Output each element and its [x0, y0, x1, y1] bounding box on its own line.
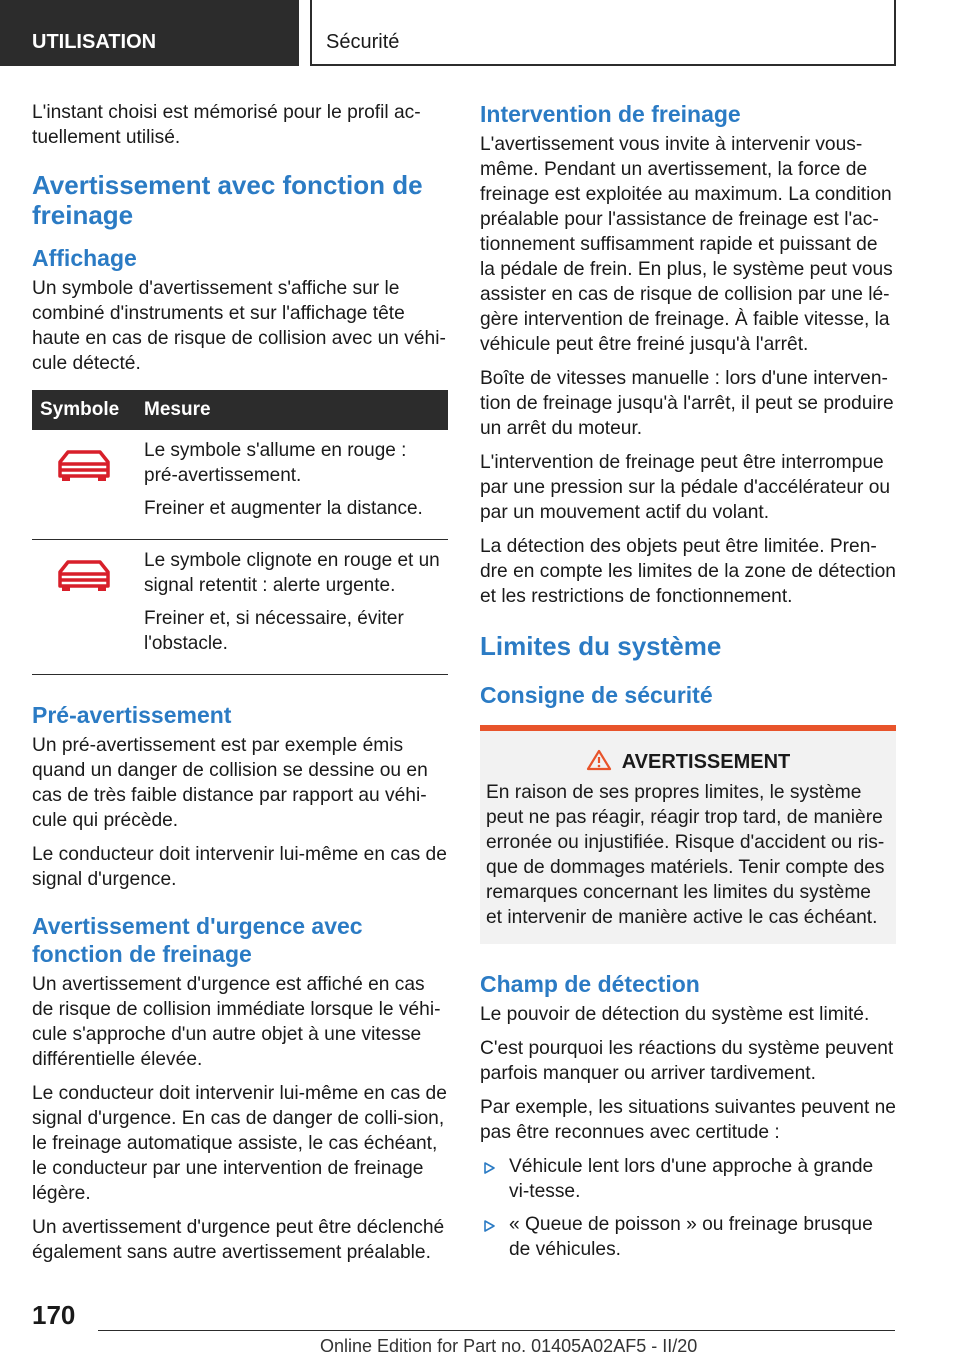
chapter-tab: [310, 0, 896, 66]
chapter-title: Sécurité: [326, 31, 400, 53]
heading-safety: Consigne de sécurité: [480, 682, 713, 708]
measure-line1: Le symbole clignote en rouge et un signal retentit : alerte urgente.: [144, 550, 440, 596]
heading-intervention: Intervention de freinage: [480, 101, 741, 127]
right-column: [480, 100, 896, 1270]
table-row: [32, 540, 448, 675]
prewarning-text-2: Le conducteur doit intervenir lui-même en cas de signal d'urgence.: [32, 844, 447, 890]
measure-line1: Le symbole s'allume en rouge : pré-avertissement.: [144, 440, 407, 486]
col-measure: Mesure: [136, 390, 448, 430]
heading-warning-brake: Avertissement avec fonction de freinage: [32, 170, 423, 230]
warning-triangle-icon: [586, 749, 612, 771]
warning-title: [486, 749, 890, 774]
heading-display: Affichage: [32, 245, 137, 271]
col-symbol: Symbole: [32, 390, 136, 430]
intro-text: L'instant choisi est mémorisé pour le profil ac-tuellement utilisé.: [32, 102, 421, 148]
car-warning-icon: [56, 448, 112, 482]
situations-list: [480, 1154, 896, 1262]
section-title: UTILISATION: [32, 31, 157, 53]
display-text: Un symbole d'avertissement s'affiche sur le combiné d'instruments et sur l'affichage tête haute en cas de risque de collision avec un véhi-cule détecté.: [32, 278, 446, 374]
intervention-text-1: L'avertissement vous invite à intervenir vous-même. Pendant un avertissement, la force de freinage est exploitée au maximum. La condition préalable pour l'assistance de freinage est l'ac-tionnement suffisamment rapide et puissant de la pédale de frein. En plus, le système peut vous assister en cas de risque de collision par une lé-gère intervention de freinage. À faible vitesse, la véhicule peut être freiné jusqu'à l'arrêt.: [480, 134, 893, 355]
heading-limits: Limites du système: [480, 631, 722, 661]
table-header: [32, 390, 448, 430]
symbol-cell: [32, 540, 136, 675]
bullet-triangle-icon: [483, 1220, 495, 1232]
intervention-text-2: Boîte de vitesses manuelle : lors d'une interven-tion de freinage jusqu'à l'arrêt, il peut se produire un arrêt du moteur.: [480, 368, 894, 439]
bullet-triangle-icon: [483, 1162, 495, 1174]
list-item: [480, 1212, 896, 1262]
footer-divider: [98, 1330, 895, 1331]
list-item: [480, 1154, 896, 1204]
edition-text: Online Edition for Part no. 01405A02AF5 - II/20: [320, 1336, 698, 1356]
measure-line2: Freiner et, si nécessaire, éviter l'obstacle.: [144, 608, 404, 654]
list-item-text: Véhicule lent lors d'une approche à grande vi-tesse.: [509, 1156, 874, 1202]
heading-urgent: Avertissement d'urgence avec fonction de freinage: [32, 913, 363, 967]
section-tab: [0, 0, 299, 66]
urgent-text-2: Le conducteur doit intervenir lui-même en cas de signal d'urgence. En cas de danger de colli-sion, le freinage automatique assiste, le cas échéant, le conducteur par une intervention de freinage légère.: [32, 1083, 447, 1204]
warning-title-text: AVERTISSEMENT: [621, 751, 791, 773]
warning-box: [480, 725, 896, 944]
intervention-text-3: L'intervention de freinage peut être interrompue par une pression sur la pédale d'accélérateur ou par un mouvement actif du volant.: [480, 452, 891, 523]
measure-cell: [136, 430, 448, 540]
urgent-text-3: Un avertissement d'urgence peut être déclenché également sans autre avertissement préalable.: [32, 1217, 445, 1263]
measure-cell: [136, 540, 448, 675]
car-warning-icon: [56, 558, 112, 592]
page-number: 170: [32, 1300, 76, 1330]
field-text-2: C'est pourquoi les réactions du système peuvent parfois manquer ou arriver tardivement.: [480, 1038, 894, 1084]
table-row: [32, 430, 448, 540]
heading-prewarning: Pré-avertissement: [32, 702, 232, 728]
list-item-text: « Queue de poisson » ou freinage brusque de véhicules.: [509, 1214, 873, 1260]
warning-text: En raison de ses propres limites, le système peut ne pas réagir, réagir trop tard, de manière erronée ou injustifiée. Risque d'accident ou ris-que de dommages matériels. Tenir compte des remarques concernant les limites du système et intervenir de manière active le cas échéant.: [486, 782, 885, 928]
measure-line2: Freiner et augmenter la distance.: [144, 498, 423, 519]
heading-field: Champ de détection: [480, 971, 700, 997]
left-column: [32, 100, 448, 1274]
urgent-text-1: Un avertissement d'urgence est affiché en cas de risque de collision immédiate lorsque le véhi-cule s'approche d'un autre objet à une vitesse différentielle élevée.: [32, 974, 441, 1070]
intervention-text-4: La détection des objets peut être limitée. Pren-dre en compte les limites de la zone de détection et les restrictions de fonctionnement.: [480, 536, 896, 607]
symbol-cell: [32, 430, 136, 540]
symbol-table: [32, 390, 448, 675]
field-text-1: Le pouvoir de détection du système est limité.: [480, 1004, 870, 1025]
prewarning-text-1: Un pré-avertissement est par exemple émis quand un danger de collision se dessine ou en cas de très faible distance par rapport au véhi-cule qui précède.: [32, 735, 428, 831]
field-text-3: Par exemple, les situations suivantes peuvent ne pas être reconnues avec certitude :: [480, 1097, 896, 1143]
